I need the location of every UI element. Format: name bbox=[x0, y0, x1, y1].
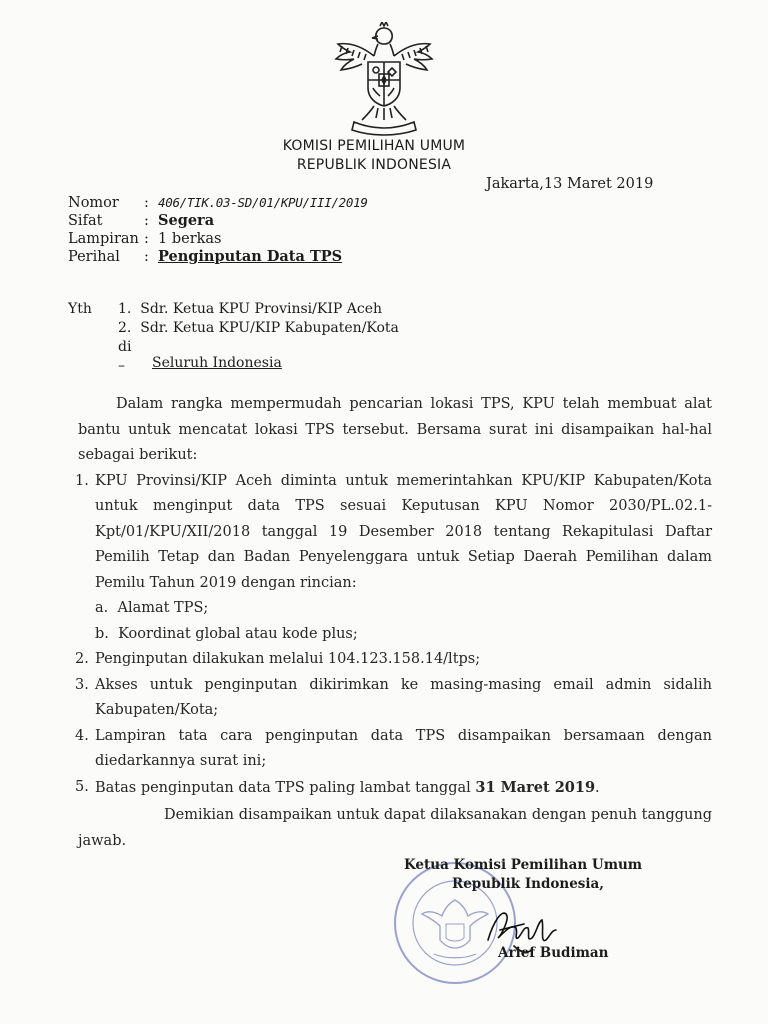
perihal-label: Perihal bbox=[68, 249, 120, 265]
letter-date: Jakarta,13 Maret 2019 bbox=[486, 176, 654, 192]
point-item bbox=[75, 647, 712, 673]
colon: : bbox=[144, 213, 149, 229]
meta-row-nomor bbox=[68, 194, 368, 212]
point-text: Akses untuk penginputan dikirimkan ke masing-masing email admin sidalih Kabupaten/Kota; bbox=[95, 676, 712, 718]
recipient-list bbox=[118, 300, 518, 338]
sub-point: b. Koordinat global atau kode plus; bbox=[95, 625, 358, 642]
colon: : bbox=[144, 231, 149, 247]
colon: : bbox=[144, 195, 149, 211]
point-text: Batas penginputan data TPS paling lambat tanggal bbox=[95, 779, 476, 796]
point-item bbox=[75, 775, 712, 802]
point-text-end: . bbox=[595, 779, 600, 796]
nomor-value: 406/TIK.03-SD/01/KPU/III/2019 bbox=[158, 195, 368, 210]
yth-label: Yth bbox=[68, 301, 92, 317]
recipient-item: 2. Sdr. Ketua KPU/KIP Kabupaten/Kota bbox=[118, 320, 399, 336]
signatory-name: Arief Budiman bbox=[498, 945, 609, 961]
point-number: 3. bbox=[75, 676, 89, 693]
point-number: 1. bbox=[75, 472, 89, 489]
point-text: Lampiran tata cara penginputan data TPS disampaikan bersamaan dengan diedarkannya surat ini; bbox=[95, 727, 712, 769]
sifat-value: Segera bbox=[158, 212, 215, 229]
point-item bbox=[75, 673, 712, 724]
point-text: KPU Provinsi/KIP Aceh diminta untuk memerintahkan KPU/KIP Kabupaten/Kota untuk menginput data TPS sesuai Keputusan KPU Nomor 2030/PL.02.1-Kpt/01/KPU/XII/2018 tanggal 19 Desember 2018 tentang Rekapitulasi Daftar Pemilih Tetap dan Badan Penyelenggara untuk Setiap Daerah Pemilihan dalam Pemilu Tahun 2019 dengan rincian: bbox=[95, 472, 712, 591]
nomor-label: Nomor bbox=[68, 195, 119, 211]
point-number: 4. bbox=[75, 727, 89, 744]
meta-row-lampiran bbox=[68, 230, 368, 248]
recipient-di: di – bbox=[118, 339, 132, 374]
lampiran-label: Lampiran bbox=[68, 231, 139, 247]
meta-row-perihal bbox=[68, 248, 368, 266]
colon: : bbox=[144, 249, 149, 265]
letter-metadata bbox=[68, 194, 368, 266]
point-number: 2. bbox=[75, 651, 89, 667]
recipient-location: Seluruh Indonesia bbox=[152, 355, 282, 371]
recipient-item: 1. Sdr. Ketua KPU Provinsi/KIP Aceh bbox=[118, 301, 382, 317]
garuda-emblem-icon bbox=[328, 22, 440, 138]
sifat-label: Sifat bbox=[68, 213, 103, 229]
org-name-line1: KOMISI PEMILIHAN UMUM bbox=[282, 138, 466, 154]
letterhead-organization bbox=[0, 137, 768, 175]
point-item bbox=[75, 469, 712, 648]
signatory-title-line1: Ketua Komisi Pemilihan Umum bbox=[404, 857, 643, 873]
perihal-value: Penginputan Data TPS bbox=[158, 248, 343, 265]
closing-paragraph: Demikian disampaikan untuk dapat dilaksanakan dengan penuh tanggung jawab. bbox=[78, 807, 712, 849]
point-number: 5. bbox=[75, 778, 89, 795]
point-text: Penginputan dilakukan melalui 104.123.158.14/ltps; bbox=[95, 651, 481, 667]
signatory-title-line2: Republik Indonesia, bbox=[452, 876, 604, 892]
sub-point: a. Alamat TPS; bbox=[95, 600, 209, 616]
org-name-line2: REPUBLIK INDONESIA bbox=[296, 157, 452, 173]
point-item bbox=[75, 724, 712, 775]
letter-body bbox=[75, 392, 712, 854]
lampiran-value: 1 berkas bbox=[158, 231, 222, 247]
intro-paragraph: Dalam rangka mempermudah pencarian lokasi TPS, KPU telah membuat alat bantu untuk mencatat lokasi TPS tersebut. Bersama surat ini disampaikan hal-hal sebagai berikut: bbox=[78, 396, 712, 463]
deadline-date: 31 Maret 2019 bbox=[475, 778, 596, 796]
meta-row-sifat bbox=[68, 212, 368, 230]
points-list bbox=[75, 469, 712, 802]
